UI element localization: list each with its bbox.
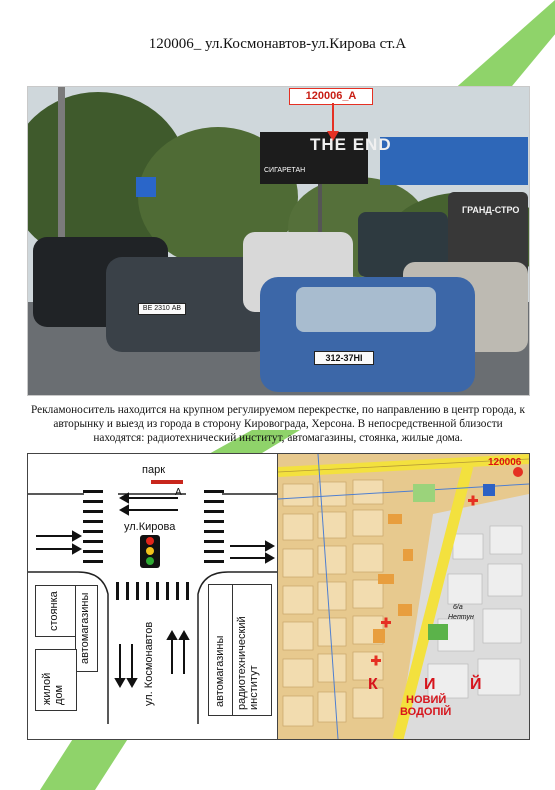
page-title: 120006_ ул.Космонавтов-ул.Кирова ст.А	[148, 36, 407, 52]
building-parking: стоянка	[35, 585, 77, 637]
park-label: парк	[142, 464, 166, 476]
plate-center: 312-37НІ	[314, 351, 374, 365]
map-illustration	[278, 454, 529, 739]
map-label-noviy: НОВИЙ	[406, 694, 447, 706]
location-description: Рекламоноситель находится на крупном регулируемом перекрестке, по направлению в центр города, к авторынку и выезд из города в сторону Кировограда, Херсона. В непосредственной близости находятся: радиотехнический институт, автомагазины, стоянка, жилые дома.	[31, 404, 525, 445]
building-radio-institute: радиотехнический институт	[232, 584, 272, 716]
billboard-marker-label: 120006_A	[289, 88, 373, 105]
truck-sign-text: ГРАНД-СТРО	[462, 205, 520, 215]
map-label-neptun: Нептун	[448, 614, 474, 621]
street-photo-illustration	[28, 87, 529, 395]
billboard-small-text: СИГАРЕТАН	[264, 167, 306, 174]
building-auto-shops-right: автомагазины	[208, 584, 234, 716]
street-kosmonavtov-label: ул. Космонавтов	[143, 621, 155, 706]
map-label-house-number: 6/а	[453, 604, 463, 611]
map-label-i: И	[424, 676, 436, 693]
side-a-label: А	[175, 487, 182, 498]
map-label-y: Й	[470, 676, 482, 693]
intersection-scheme	[27, 453, 278, 740]
billboard-text: THE END	[310, 135, 392, 154]
map-marker-label: 120006	[488, 457, 522, 468]
location-photo	[27, 86, 530, 396]
building-residential: жилой дом	[35, 649, 77, 711]
crosswalk-sign-icon	[136, 177, 156, 197]
building-auto-shops-left: автомагазины	[75, 585, 98, 672]
map-label-k: К	[368, 676, 378, 693]
city-map	[277, 453, 530, 740]
street-kirova-label: ул.Кирова	[124, 521, 176, 533]
plate-left: ВЕ 2310 АВ	[138, 303, 186, 315]
map-label-vodopiy: ВОДОПІЙ	[400, 706, 452, 718]
traffic-light-icon	[140, 535, 160, 568]
